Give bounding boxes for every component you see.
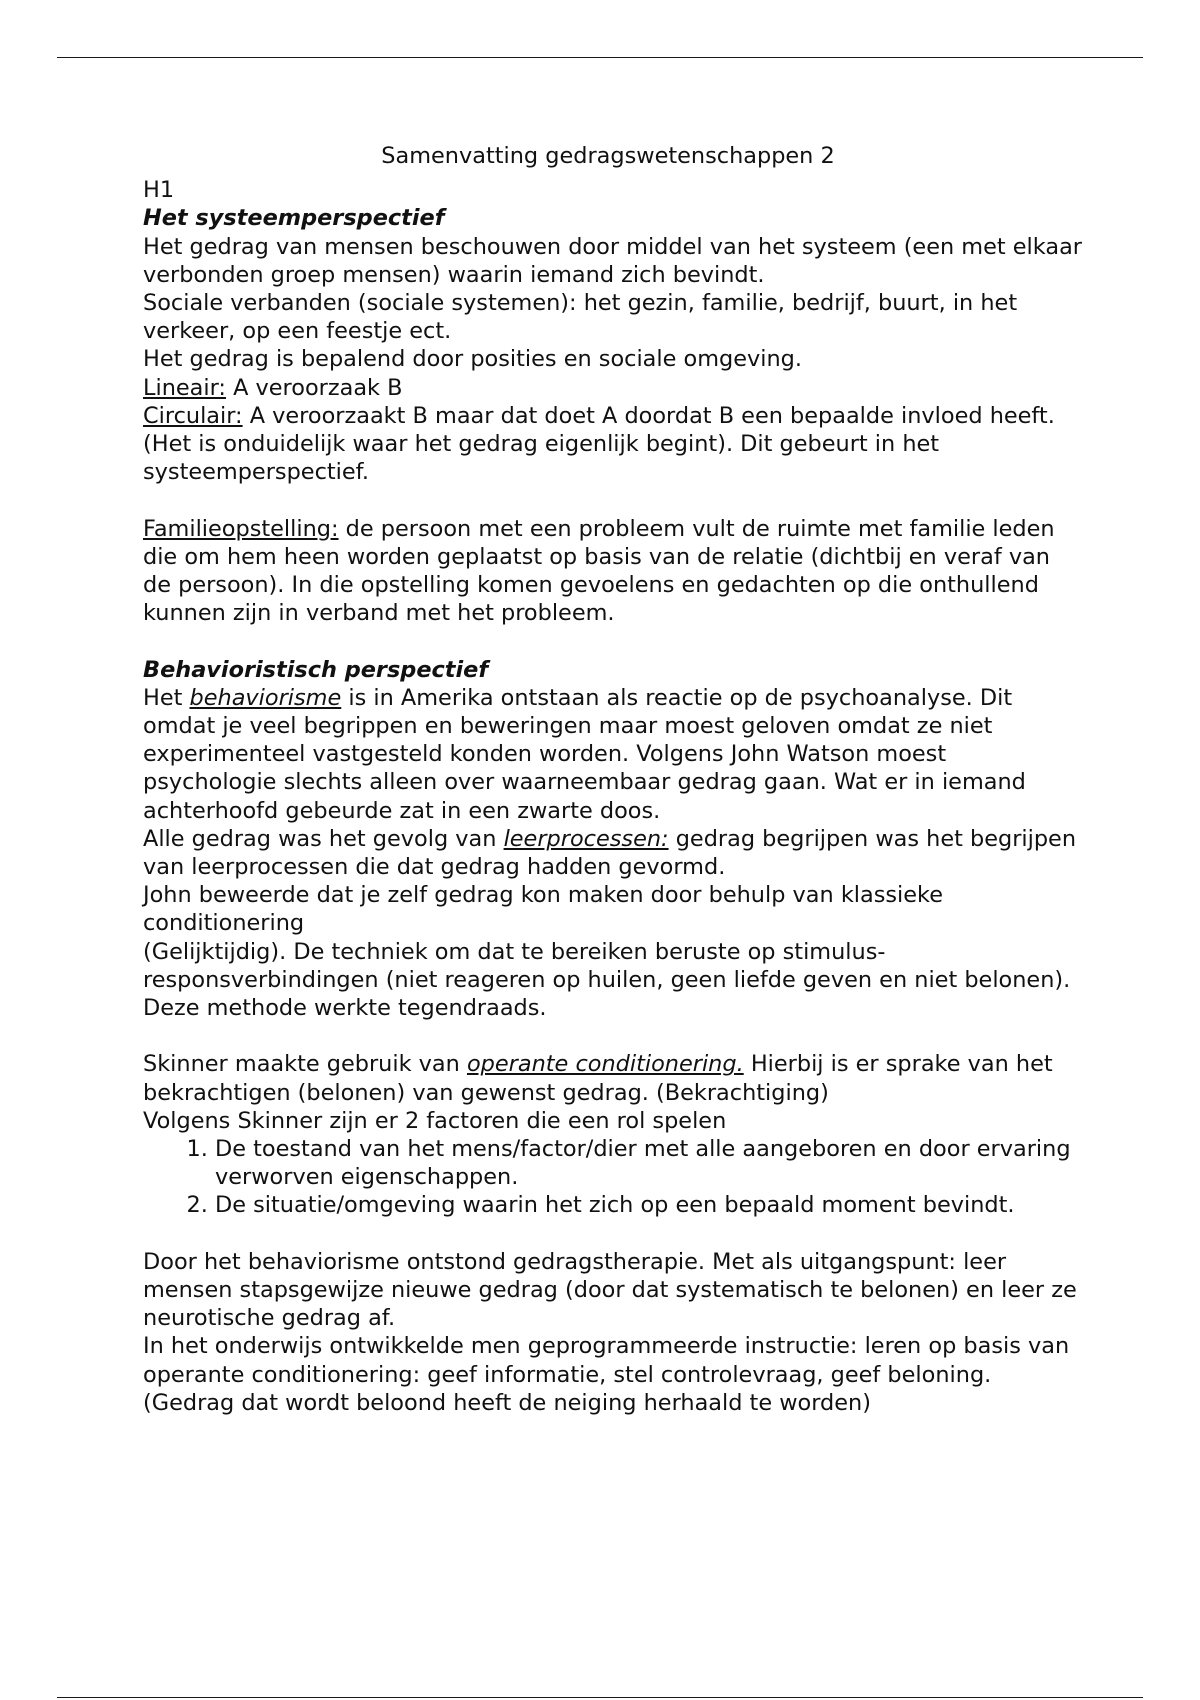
paragraph: [143, 825, 1083, 881]
definition-text: A veroorzaak B: [225, 374, 403, 401]
paragraph: Het gedrag van mensen beschouwen door middel van het systeem (een met elkaar verbonden groep mensen) waarin iemand zich bevindt.: [143, 233, 1082, 288]
factor-list: [143, 1135, 1083, 1220]
paragraph: Door het behaviorisme ontstond gedragstherapie. Met als uitgangspunt: leer mensen stapsgewijze nieuwe gedrag (door dat systematisch te belonen) en leer ze neurotische gedrag af.: [143, 1248, 1077, 1332]
text-run: Skinner maakte gebruik van: [143, 1051, 467, 1078]
definition-circulair: [143, 402, 1083, 487]
definition-lineair: [143, 374, 1083, 402]
paragraph: (Gelijktijdig). De techniek om dat te bereiken beruste op stimulus-responsverbindingen (niet reageren op huilen, geen liefde geven en niet belonen).: [143, 938, 1071, 993]
paragraph: (Gedrag dat wordt beloond heeft de neiging herhaald te worden): [143, 1389, 871, 1416]
document-title: Samenvatting gedragswetenschappen 2: [381, 143, 835, 169]
paragraph: John beweerde dat je zelf gedrag kon maken door behulp van klassieke conditionering: [143, 882, 943, 937]
list-item: 2. De situatie/omgeving waarin het zich op een bepaald moment bevindt.: [215, 1191, 1083, 1219]
document-body: [143, 142, 1083, 1417]
paragraph: In het onderwijs ontwikkelde men geprogrammeerde instructie: leren op basis van operante conditionering: geef informatie, stel controlevraag, geef beloning.: [143, 1333, 1070, 1388]
text-run: Het: [143, 684, 190, 711]
paragraph: Deze methode werkte tegendraads.: [143, 995, 547, 1022]
definition-familieopstelling: [143, 515, 1083, 628]
header-rule: [57, 57, 1143, 58]
term-operante-conditionering: operante conditionering.: [466, 1051, 744, 1078]
text-run: is in Amerika ontstaan als reactie op de psychoanalyse. Dit omdat je veel begrippen en beweringen maar moest geloven omdat ze niet experimenteel vastgesteld konden worden. Volgens John Watson moest psychologie slechts alleen over waarneembaar gedrag gaan. Wat er in iemand achterhoofd gebeurde zat in een zwarte doos.: [143, 684, 1026, 824]
term-familieopstelling: Familieopstelling:: [143, 515, 339, 542]
definition-text: A veroorzaakt B maar dat doet A doordat B een bepaalde invloed heeft. (Het is onduidelijk waar het gedrag eigenlijk begint). Dit gebeurt in het systeemperspectief.: [143, 402, 1055, 486]
definition-text: de persoon met een probleem vult de ruimte met familie leden die om hem heen worden geplaatst op basis van de relatie (dichtbij en veraf van de persoon). In die opstelling komen gevoelens en gedachten op die onthullend kunnen zijn in verband met het probleem.: [143, 515, 1055, 627]
list-item: 1. De toestand van het mens/factor/dier met alle aangeboren en door ervaring verworven eigenschappen.: [215, 1135, 1083, 1191]
paragraph: [143, 684, 1083, 825]
text-run: Alle gedrag was het gevolg van: [143, 825, 504, 852]
term-behaviorisme: behaviorisme: [189, 684, 342, 711]
blank-line: [143, 1022, 1083, 1050]
term-lineair: Lineair:: [143, 374, 226, 401]
paragraph: [143, 1050, 1083, 1106]
paragraph: Volgens Skinner zijn er 2 factoren die een rol spelen: [143, 1107, 727, 1134]
blank-line: [143, 627, 1083, 655]
paragraph: Sociale verbanden (sociale systemen): het gezin, familie, bedrijf, buurt, in het verkeer, op een feestje ect.: [143, 290, 1018, 345]
blank-line: [143, 486, 1083, 514]
section-heading-systeemperspectief: Het systeemperspectief: [143, 205, 445, 232]
term-leerprocessen: leerprocessen:: [503, 825, 669, 852]
term-circulair: Circulair:: [143, 402, 243, 429]
section-heading-behavioristisch: Behavioristisch perspectief: [143, 656, 489, 683]
footer-rule: [57, 1697, 1143, 1698]
blank-line: [143, 1220, 1083, 1248]
text-run: gedrag begrijpen was het begrijpen van leerprocessen die dat gedrag hadden gevormd.: [143, 825, 1077, 881]
paragraph: Het gedrag is bepalend door posities en sociale omgeving.: [143, 346, 803, 373]
chapter-label: H1: [143, 177, 175, 204]
text-run: Hierbij is er sprake van het bekrachtigen (belonen) van gewenst gedrag. (Bekrachtiging): [143, 1051, 1053, 1106]
